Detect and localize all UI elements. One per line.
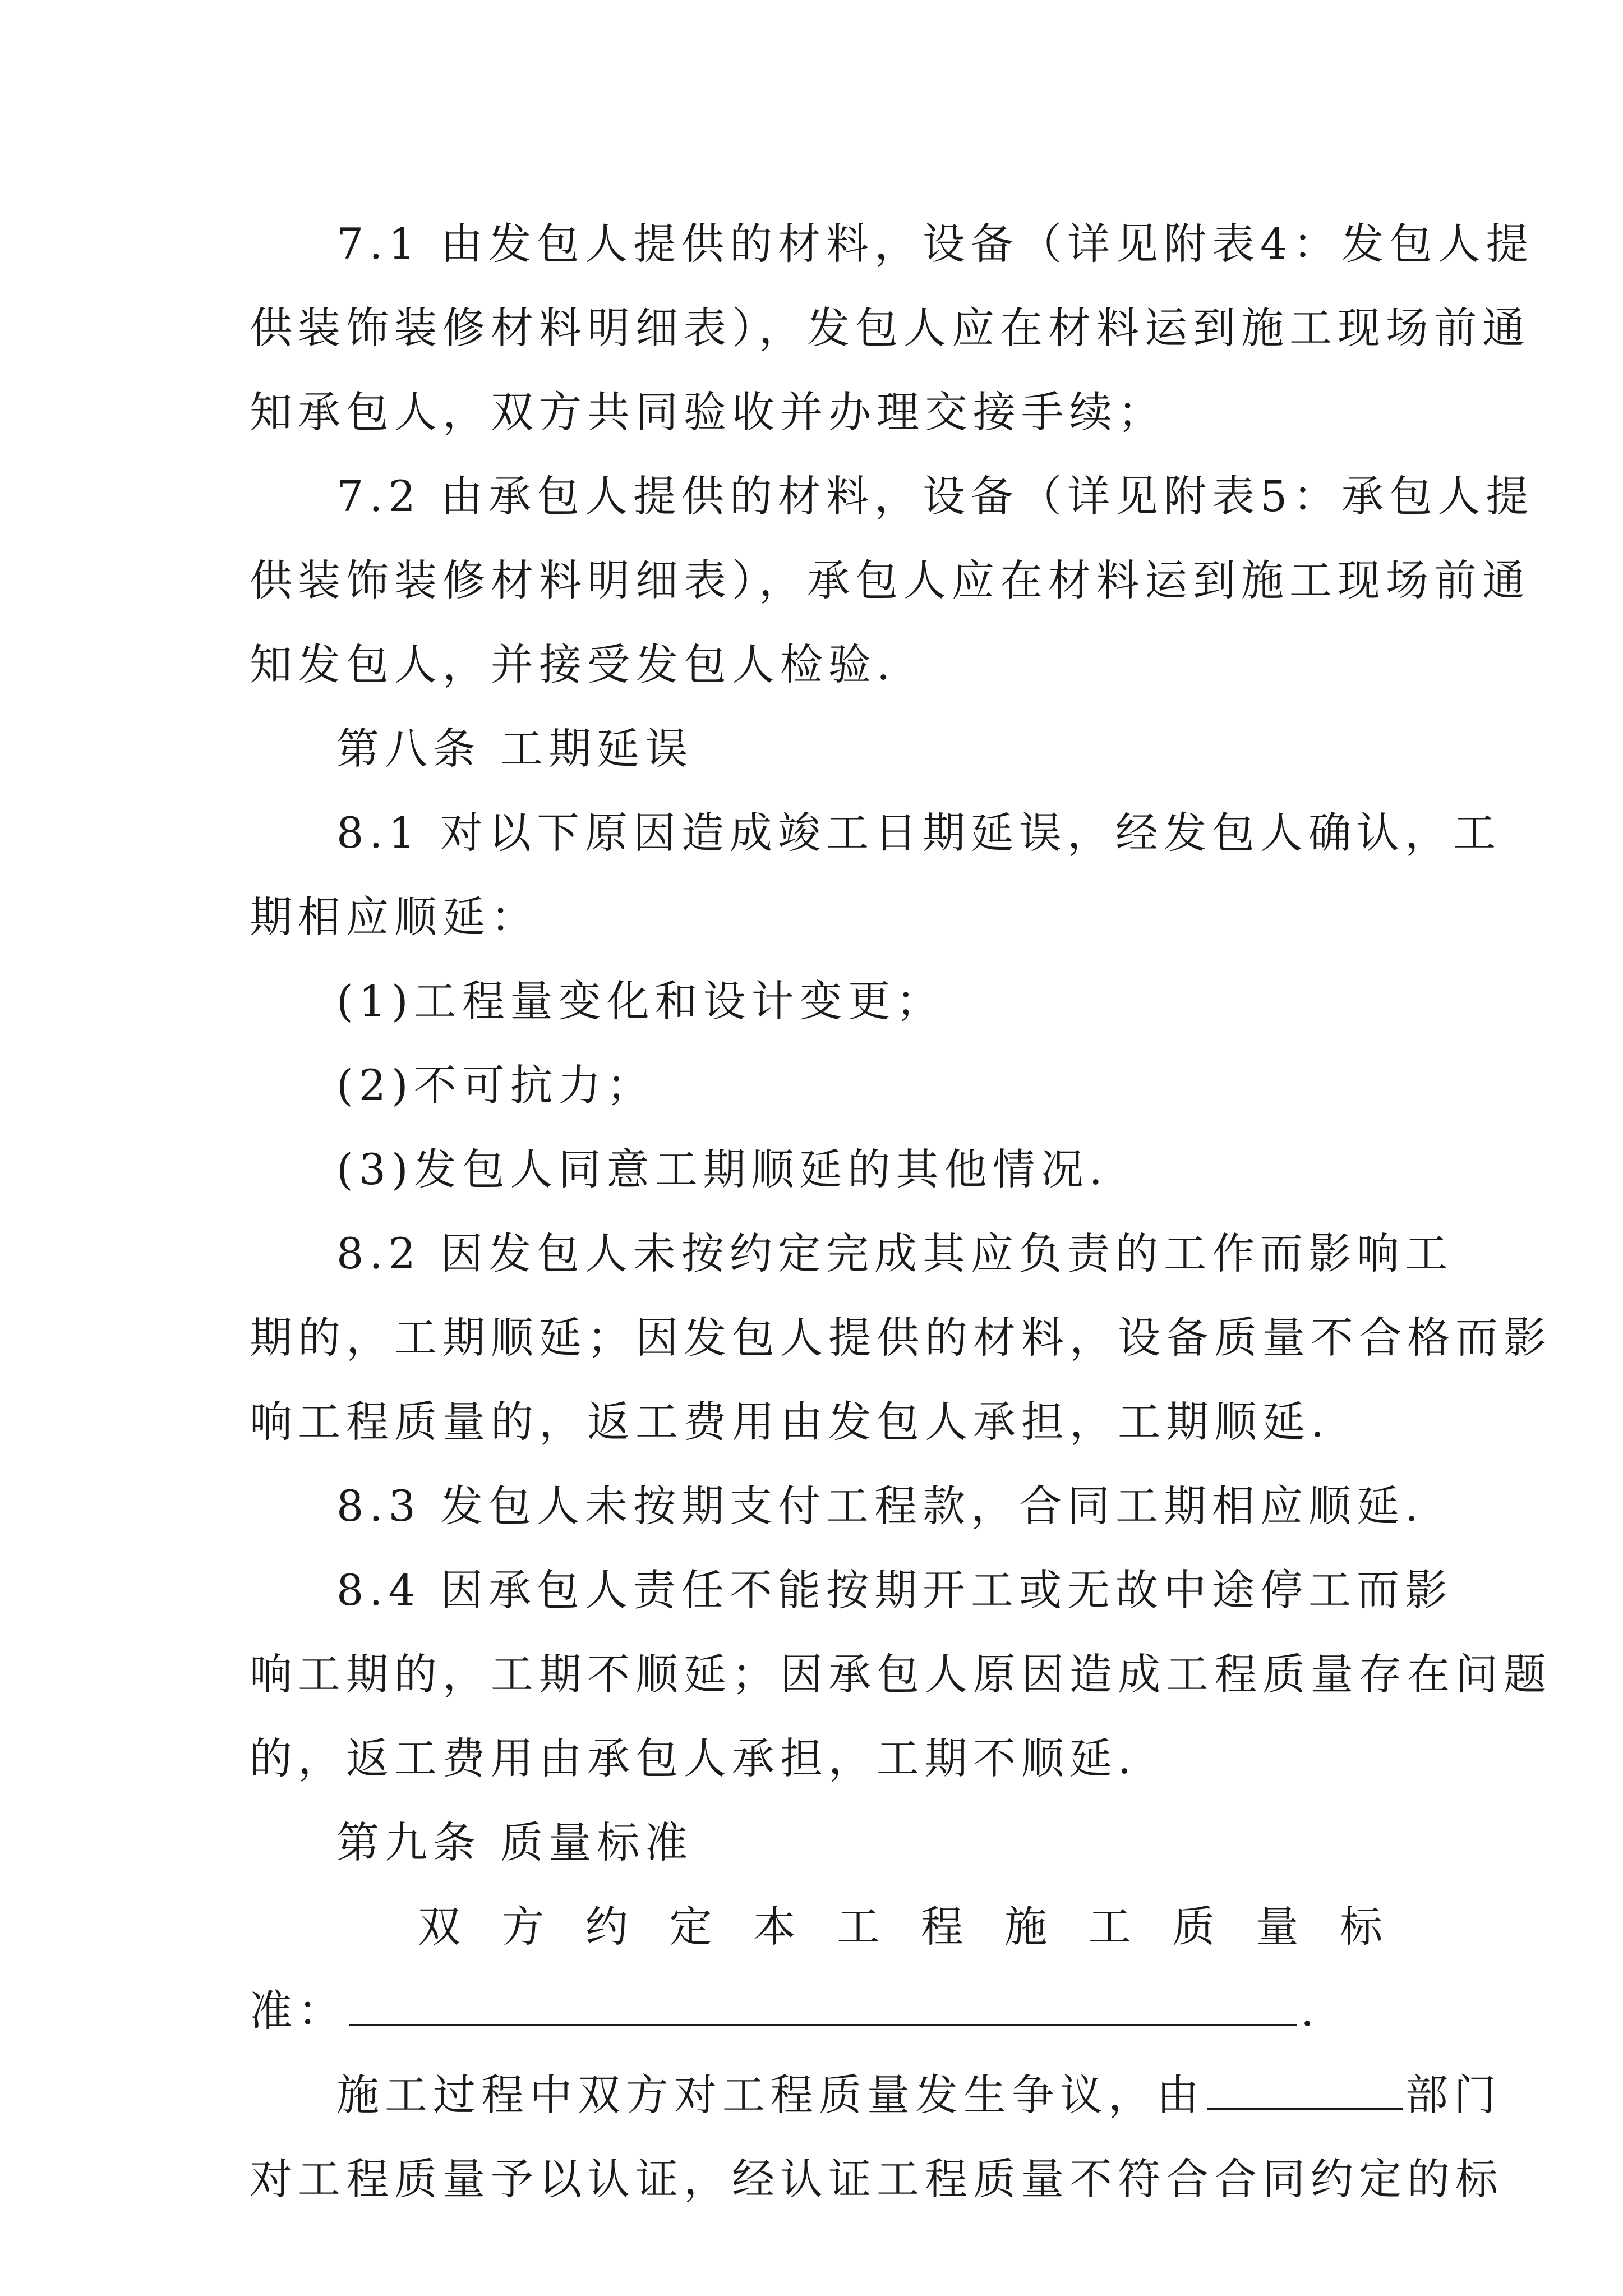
char: 双 <box>418 1902 460 1952</box>
char: 工 <box>837 1902 880 1952</box>
dispute-line-1 <box>336 2053 1502 2137</box>
clause-8-4-line-3: 的，返工费用由承包人承担，工期不顺延. <box>250 1733 1137 1783</box>
clause-7-1-line-2: 供装饰装修材料明细表），发包人应在材料运到施工现场前通 <box>250 303 1530 353</box>
clause-8-1-line-1: 8.1 对以下原因造成竣工日期延误，经发包人确认，工 <box>336 808 1502 858</box>
char: 量 <box>1256 1902 1299 1952</box>
department-blank[interactable] <box>1207 2076 1403 2110</box>
period: . <box>1301 1986 1320 2036</box>
article-8-heading: 第八条 工期延误 <box>336 724 694 774</box>
quality-standard-line-2 <box>250 1969 1382 2053</box>
clause-8-1-item-1: (1)工程量变化和设计变更； <box>336 976 944 1026</box>
clause-8-2-line-1: 8.2 因发包人未按约定完成其应负责的工作而影响工 <box>336 1228 1454 1278</box>
clause-7-1-line-1: 7.1 由发包人提供的材料，设备（详见附表4：发包人提 <box>336 219 1534 269</box>
char: 定 <box>669 1902 712 1952</box>
clause-7-2-line-1: 7.2 由承包人提供的材料，设备（详见附表5：承包人提 <box>336 471 1534 521</box>
clause-8-4-line-1: 8.4 因承包人责任不能按期开工或无故中途停工而影 <box>336 1565 1454 1615</box>
char: 施 <box>1004 1902 1048 1952</box>
department-label: 部门 <box>1405 2070 1502 2120</box>
char: 工 <box>1088 1902 1131 1952</box>
char: 本 <box>753 1902 796 1952</box>
clause-7-2-line-2: 供装饰装修材料明细表），承包人应在材料运到施工现场前通 <box>250 555 1530 605</box>
dispute-line-2: 对工程质量予以认证，经认证工程质量不符合合同约定的标 <box>250 2154 1504 2204</box>
char: 程 <box>920 1902 963 1952</box>
clause-8-1-line-2: 期相应顺延： <box>250 892 539 942</box>
clause-7-2-line-3: 知发包人，并接受发包人检验. <box>250 639 896 689</box>
clause-8-3-line-1: 8.3 发包人未按期支付工程款，合同工期相应顺延. <box>336 1481 1424 1531</box>
article-9-heading: 第九条 质量标准 <box>336 1818 694 1867</box>
char: 质 <box>1172 1902 1215 1952</box>
clause-7-1-line-3: 知承包人，双方共同验收并办理交接手续； <box>250 387 1166 437</box>
quality-standard-line-1 <box>418 1885 1382 1969</box>
char: 约 <box>585 1902 628 1952</box>
clause-8-4-line-2: 响工期的，工期不顺延；因承包人原因造成工程质量存在问题 <box>250 1649 1552 1699</box>
clause-8-2-line-2: 期的，工期顺延；因发包人提供的材料，设备质量不合格而影 <box>250 1313 1552 1363</box>
clause-8-1-item-2: (2)不可抗力； <box>336 1060 655 1110</box>
dispute-text: 施工过程中双方对工程质量发生争议，由 <box>336 2070 1205 2120</box>
clause-8-2-line-3: 响工程质量的，返工费用由发包人承担，工期顺延. <box>250 1397 1330 1447</box>
quality-standard-blank[interactable] <box>349 1991 1297 2026</box>
char: 方 <box>501 1902 545 1952</box>
quality-standard-label: 准： <box>250 1986 346 2036</box>
clause-8-1-item-3: (3)发包人同意工期顺延的其他情况. <box>336 1144 1108 1194</box>
char: 标 <box>1339 1902 1382 1952</box>
